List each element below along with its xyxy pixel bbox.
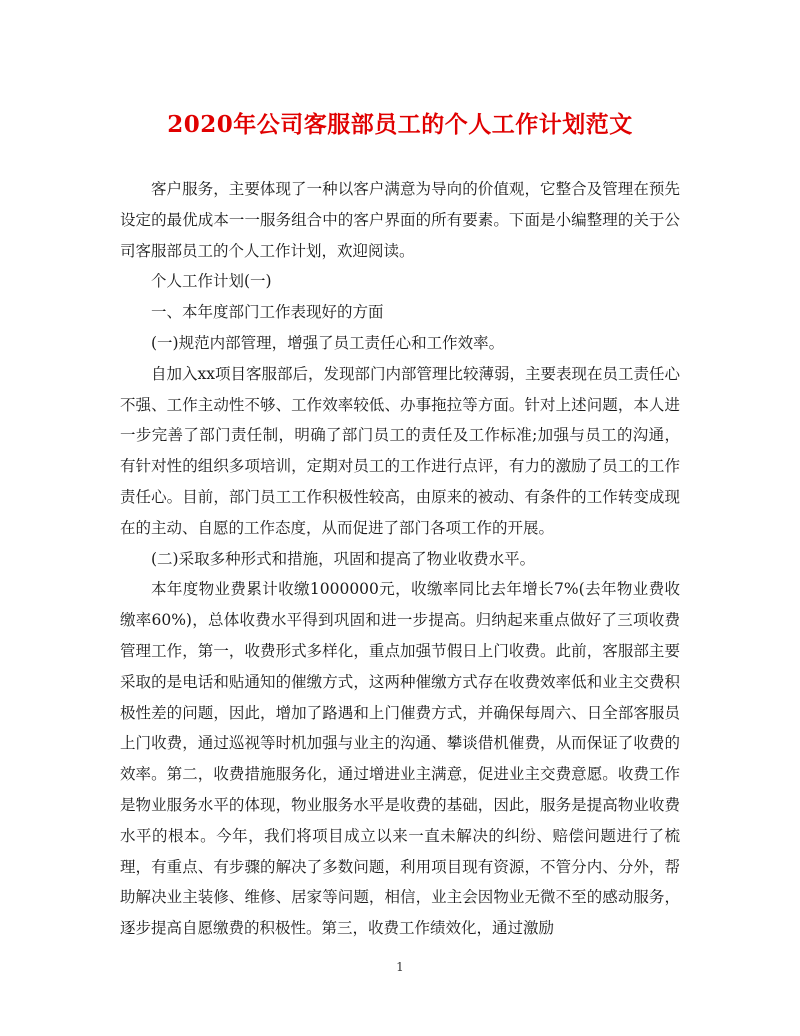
body-paragraph-fees: 本年度物业费累计收缴1000000元，收缴率同比去年增长7%(去年物业费收缴率60%)，总体收费水平得到巩固和进一步提高。归纳起来重点做好了三项收费管理工作，第一，收费形式多样化，重点加强节假日上门收费。此前，客服部主要采取的是电话和贴通知的催缴方式，这两种催缴方式存在收费效率低和业主交费积极性差的问题，因此，增加了路遇和上门催费方式，并确保每周六、日全部客服员上门收费，通过巡视等时机加强与业主的沟通、攀谈借机催费，从而保证了收费的效率。第二，收费措施服务化，通过增进业主满意，促进业主交费意愿。收费工作是物业服务水平的体现，物业服务水平是收费的基础，因此，服务是提高物业收费水平的根本。今年，我们将项目成立以来一直未解决的纠纷、赔偿问题进行了梳理，有重点、有步骤的解决了多数问题，利用项目现有资源，不管分内、分外，帮助解决业主装修、维修、居家等问题，相信，业主会因物业无微不至的感动服务，逐步提高自愿缴费的积极性。第三，收费工作绩效化，通过激励 [120, 580, 680, 938]
page-number: 1 [396, 960, 404, 974]
section-heading-plan-one: 个人工作计划(一) [151, 272, 272, 291]
section-heading-part-one: 一、本年度部门工作表现好的方面 [151, 303, 384, 322]
document-title: 2020年公司客服部员工的个人工作计划范文 [167, 111, 633, 138]
body-paragraph-management: 自加入xx项目客服部后，发现部门内部管理比较薄弱，主要表现在员工责任心不强、工作主动性不够、工作效率较低、办事拖拉等方面。针对上述问题，本人进一步完善了部门责任制，明确了部门员工的责任及工作标准;加强与员工的沟通，有针对性的组织多项培训，定期对员工的工作进行点评，有力的激励了员工的工作责任心。目前，部门员工工作积极性较高，由原来的被动、有条件的工作转变成现在的主动、自愿的工作态度，从而促进了部门各项工作的开展。 [120, 364, 680, 537]
subheading-item-one: (一)规范内部管理，增强了员工责任心和工作效率。 [151, 333, 505, 352]
subheading-item-two: (二)采取多种形式和措施，巩固和提高了物业收费水平。 [151, 549, 536, 568]
intro-paragraph: 客户服务，主要体现了一种以客户满意为导向的价值观，它整合及管理在预先设定的最优成本一一服务组合中的客户界面的所有要素。下面是小编整理的关于公司客服部员工的个人工作计划，欢迎阅读。 [120, 180, 680, 260]
document-body [120, 174, 680, 944]
